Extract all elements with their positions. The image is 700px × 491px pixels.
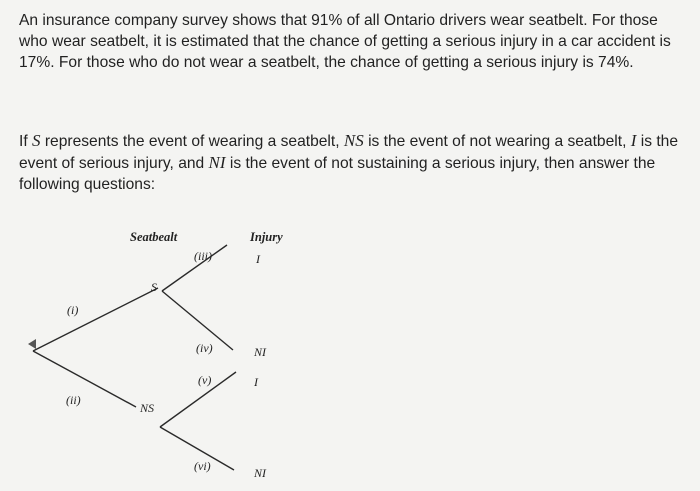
branch-ns xyxy=(33,351,136,407)
header-injury: Injury xyxy=(250,230,283,244)
outcome-s-ni: NI xyxy=(254,345,266,359)
outcome-s-i: I xyxy=(256,252,260,266)
node-s: S xyxy=(151,280,157,294)
p2-text-4: is the event of serious injury, and xyxy=(19,133,679,172)
problem-paragraph-1: An insurance company survey shows that 91% of all Ontario drivers wear seatbelt. For those who wear seatbelt, it is estimated that the chance of getting a serious injury in a car accident is 17%. For those who do not wear a seatbelt, the chance of getting a serious injury is 74%. xyxy=(19,12,671,71)
header-seatbelt: Seatbealt xyxy=(130,230,178,244)
node-ns: NS xyxy=(140,401,155,415)
label-iv: (iv) xyxy=(196,341,213,355)
symbol-i: I xyxy=(630,131,637,150)
p2-text-3: is the event of not wearing a seatbelt, xyxy=(363,133,631,150)
symbol-s: S xyxy=(32,131,41,150)
p2-text-5: is the event of not sustaining a serious injury, then answer the following questions: xyxy=(19,155,656,193)
outcome-ns-ni: NI xyxy=(254,466,266,480)
label-ii: (ii) xyxy=(66,393,81,407)
outcome-ns-i: I xyxy=(254,375,258,389)
root-arrow-icon xyxy=(28,339,36,349)
label-iii: (iii) xyxy=(194,249,212,263)
p2-text-2: represents the event of wearing a seatbelt, xyxy=(40,133,344,150)
label-v: (v) xyxy=(198,373,212,387)
label-vi: (vi) xyxy=(194,459,211,473)
p2-text-1: If xyxy=(19,133,32,150)
symbol-ns: NS xyxy=(343,131,364,150)
symbol-ni: NI xyxy=(208,153,226,172)
branch-s xyxy=(33,288,158,351)
label-i: (i) xyxy=(67,303,79,317)
